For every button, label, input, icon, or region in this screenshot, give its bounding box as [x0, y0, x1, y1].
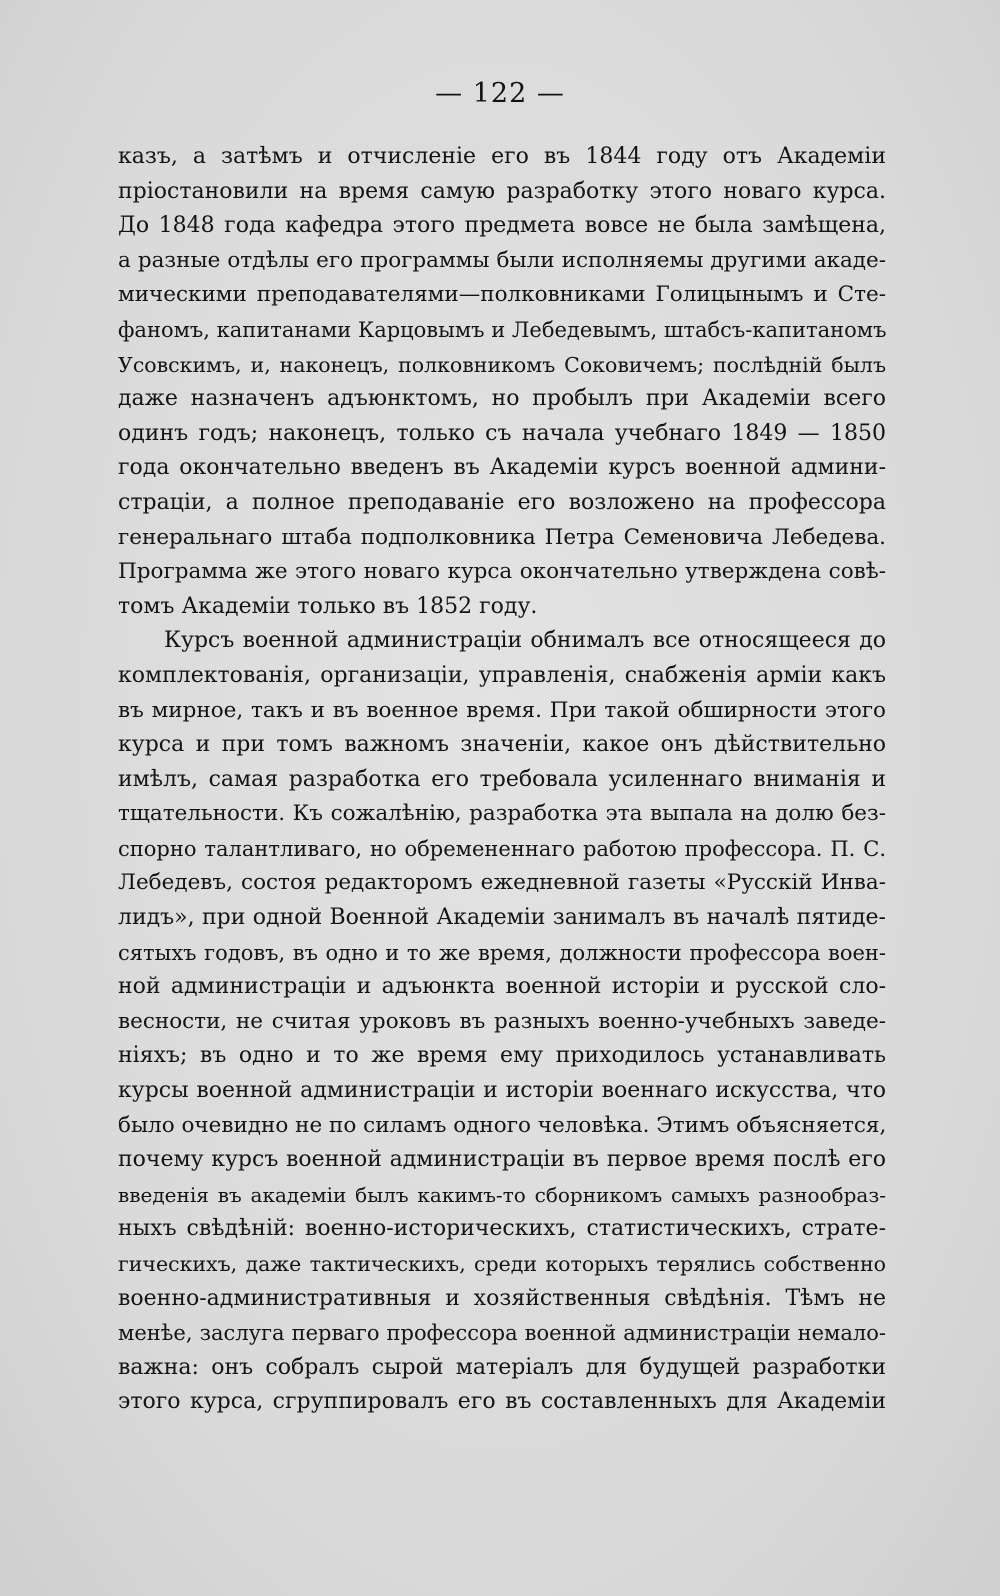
text-line: менѣе, заслуга перваго профессора военной администраціи немало- [118, 1321, 886, 1346]
text-line: гическихъ, даже тактическихъ, среди которыхъ терялись собственно [118, 1252, 886, 1276]
text-line: Лебедевъ, состоя редакторомъ ежедневной газеты «Русскій Инва- [118, 870, 886, 896]
text-line: сятыхъ годовъ, въ одно и то же время, должности профессора воен- [118, 940, 886, 965]
body-text [118, 140, 886, 1420]
text-line: военно-административныя и хозяйственныя свѣдѣнія. Тѣмъ не [118, 1285, 886, 1311]
text-line: одинъ годъ; наконецъ, только съ начала учебнаго 1849 — 1850 [118, 420, 886, 446]
text-line: даже назначенъ адъюнктомъ, но пробылъ при Академіи всего [118, 386, 886, 412]
text-line: тщательности. Къ сожалѣнію, разработка эта выпала на долю без- [118, 801, 886, 827]
text-line: этого курса, сгруппировалъ его въ составленныхъ для Академіи [118, 1389, 886, 1415]
paragraph-1 [118, 140, 886, 624]
text-line: пріостановили на время самую разработку этого новаго курса. [118, 178, 886, 204]
text-line: весности, не считая уроковъ въ разныхъ военно-учебныхъ заведе- [118, 1008, 886, 1034]
text-line: было очевидно не по силамъ одного человѣка. Этимъ объясняется, [118, 1112, 886, 1138]
text-line: курса и при томъ важномъ значеніи, какое онъ дѣйствительно [118, 732, 886, 758]
text-line: Курсъ военной администраціи обнималъ все относящееся до [164, 628, 886, 654]
text-line: казъ, а затѣмъ и отчисленіе его въ 1844 году отъ Академіи [118, 144, 886, 169]
text-line: почему курсъ военной администраціи въ первое время послѣ его [118, 1147, 886, 1173]
text-line: въ мирное, такъ и въ военное время. При такой обширности этого [118, 697, 886, 723]
text-line: года окончательно введенъ въ Академіи курсъ военной админи- [118, 455, 886, 481]
text-line: ныхъ свѣдѣній: военно-историческихъ, статистическихъ, страте- [118, 1216, 886, 1242]
text-line: фаномъ, капитанами Карцовымъ и Лебедевымъ, штабсъ-капитаномъ [118, 317, 886, 342]
text-line: томъ Академіи только въ 1852 году. [118, 593, 538, 619]
page-number: — 122 — [435, 78, 565, 109]
text-line: введенія въ академіи былъ какимъ-то сборникомъ самыхъ разнообраз- [118, 1182, 886, 1207]
text-line: лидъ», при одной Военной Академіи занималъ въ началѣ пятиде- [118, 905, 886, 931]
text-line: а разные отдѣлы его программы были исполняемы другими акаде- [118, 247, 886, 273]
text-line: важна: онъ собралъ сырой матеріалъ для будущей разработки [118, 1354, 886, 1380]
text-line: комплектованія, организаціи, управленія, снабженія арміи какъ [118, 662, 886, 688]
text-line: страціи, а полное преподаваніе его возложено на профессора [118, 489, 886, 515]
text-line: мическими преподавателями—полковниками Голицынымъ и Сте- [118, 282, 886, 308]
text-line: Усовскимъ, и, наконецъ, полковникомъ Соковичемъ; послѣдній былъ [118, 352, 886, 377]
text-line: спорно талантливаго, но обремененнаго работою профессора. П. С. [118, 836, 886, 861]
text-line: имѣлъ, самая разработка его требовала усиленнаго вниманія и [118, 766, 886, 792]
paragraph-2 [118, 624, 886, 1420]
text-line: ніяхъ; въ одно и то же время ему приходилось устанавливать [118, 1043, 886, 1069]
text-line: До 1848 года кафедра этого предмета вовсе не была замѣщена, [118, 213, 886, 239]
text-line: Программа же этого новаго курса окончательно утверждена совѣ- [118, 559, 886, 585]
text-line: ной администраціи и адъюнкта военной исторіи и русской сло- [118, 974, 886, 1000]
text-line: курсы военной администраціи и исторіи военнаго искусства, что [118, 1078, 886, 1104]
text-line: генеральнаго штаба подполковника Петра Семеновича Лебедева. [118, 524, 886, 550]
